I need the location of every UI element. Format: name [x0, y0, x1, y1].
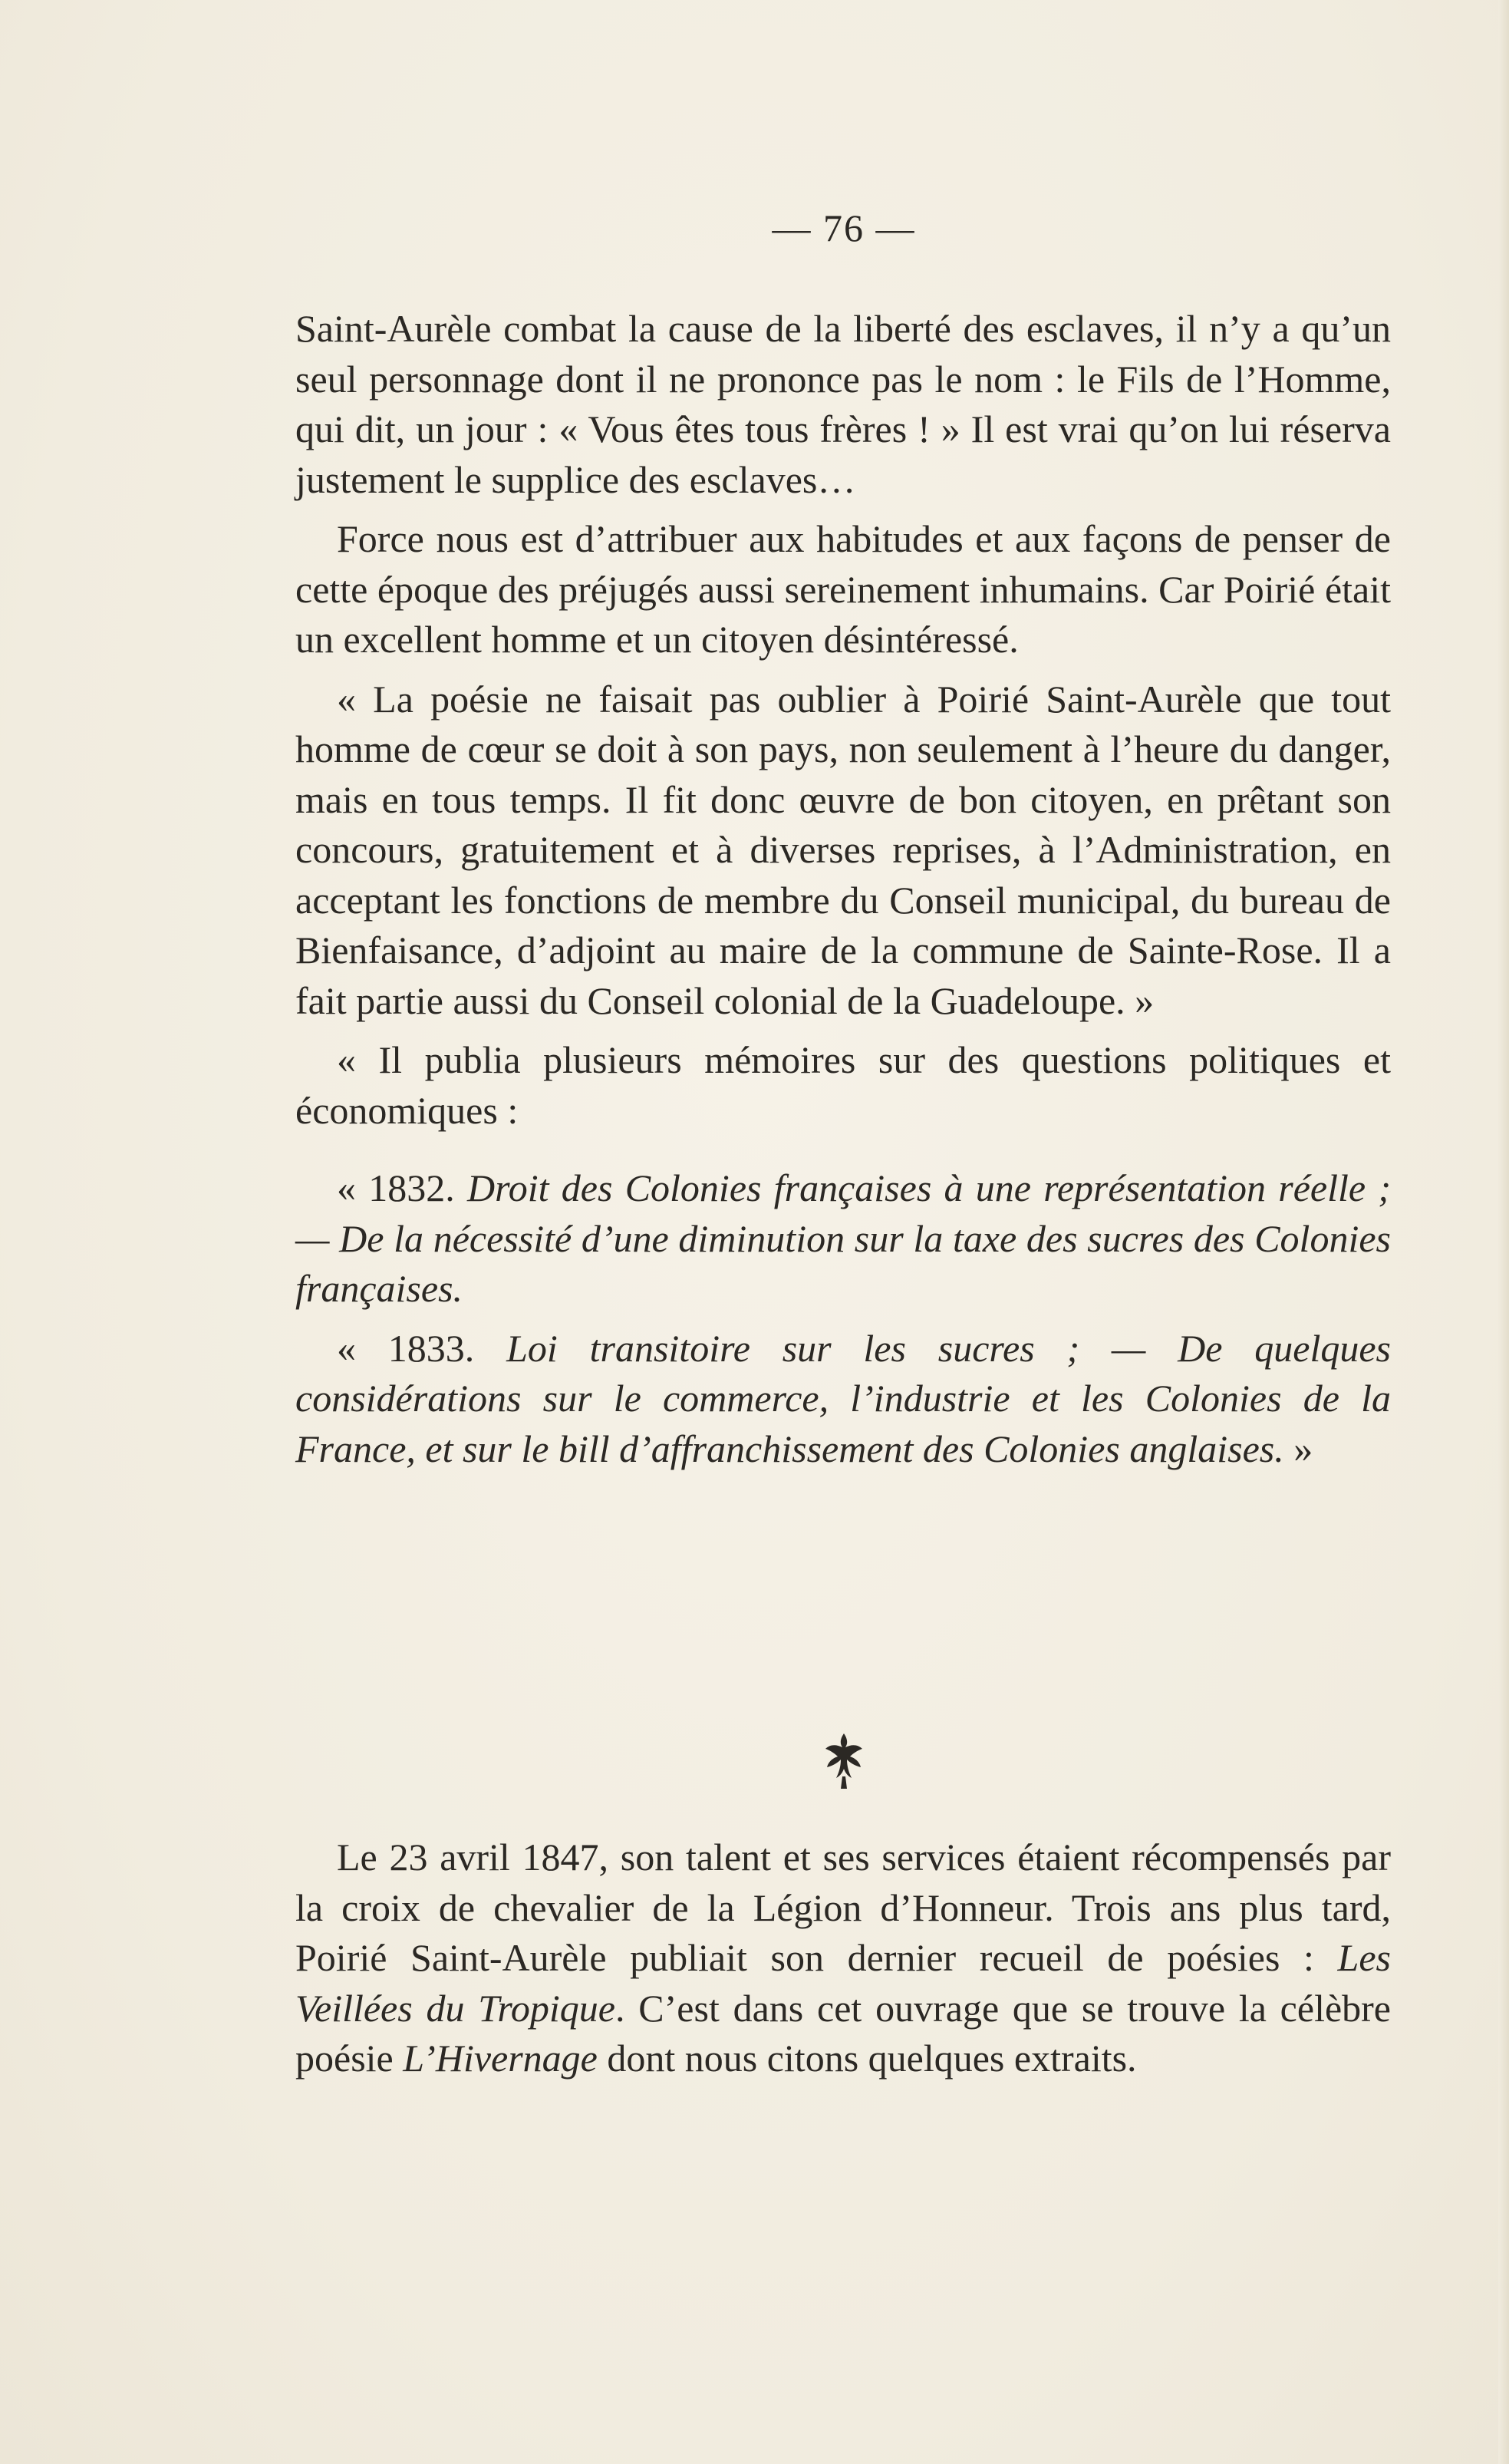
paragraph-5-titles: Droit des Colonies françaises à une représentation réelle ; — De la nécessité d’une diminution sur la taxe des sucres des Colonies françaises. [295, 1166, 1392, 1310]
paragraph-7 [295, 1832, 1391, 2084]
paragraph-5-year: « 1832. [337, 1166, 468, 1209]
page-number: — 76 — [772, 206, 916, 249]
paragraph-6-titles: Loi transitoire sur les sucres ; — De quelques considérations sur le commerce, l’industrie et les Colonies de la France, et sur le bill d’affranchissement des Colonies anglaises. [295, 1326, 1392, 1470]
paragraph-7-part-a: Le 23 avril 1847, son talent et ses services étaient récompensés par la croix de chevalier de la Légion d’Honneur. Trois ans plus tard, Poirié Saint-Aurèle publiait son dernier recueil de poésies : [295, 1836, 1391, 1979]
book-title-veillees: Les Veillées du Tropique [295, 1936, 1391, 2030]
paragraph-1: Saint-Aurèle combat la cause de la liberté des esclaves, il n’y a qu’un seul personnage dont il ne prononce pas le nom : le Fils de l’Homme, qui dit, un jour : « Vous êtes tous frères ! » Il est vrai qu’on lui réserva justement le supplice des esclaves… [295, 307, 1391, 501]
page-edge-shadow [1498, 0, 1509, 2464]
main-text-block [295, 304, 1391, 1483]
paragraph-3: « La poésie ne faisait pas oublier à Poirié Saint-Aurèle que tout homme de cœur se doit à son pays, non seulement à l’heure du danger, mais en tous temps. Il fit donc œuvre de bon citoyen, en prêtant son concours, gratuitement et à diverses reprises, à l’Administration, en acceptant les fonctions de membre du Conseil municipal, du bureau de Bienfaisance, d’adjoint au maire de la commune de Sainte-Rose. Il a fait partie aussi du Conseil colonial de la Guadeloupe. » [295, 677, 1391, 1022]
paragraph-2: Force nous est d’attribuer aux habitudes et aux façons de penser de cette époque des préjugés aussi sereinement inhumains. Car Poirié était un excellent homme et un citoyen désintéressé. [295, 517, 1391, 661]
final-text-block [295, 1832, 1391, 2084]
paragraph-6-year: « 1833. [337, 1326, 507, 1370]
poem-title-hivernage: L’Hivernage [403, 2037, 598, 2080]
paragraph-7-part-b: . C’est dans cet ouvrage que se trouve la célèbre poésie [295, 1986, 1391, 2080]
paragraph-7-part-c: dont nous citons quelques extraits. [597, 2037, 1137, 2080]
fleuron-icon [813, 1730, 875, 1792]
paragraph-6 [295, 1324, 1391, 1475]
paragraph-4: « Il publia plusieurs mémoires sur des questions politiques et économiques : [295, 1038, 1391, 1132]
paragraph-5 [295, 1163, 1391, 1314]
paragraph-6-close-quote: » [1283, 1427, 1313, 1470]
